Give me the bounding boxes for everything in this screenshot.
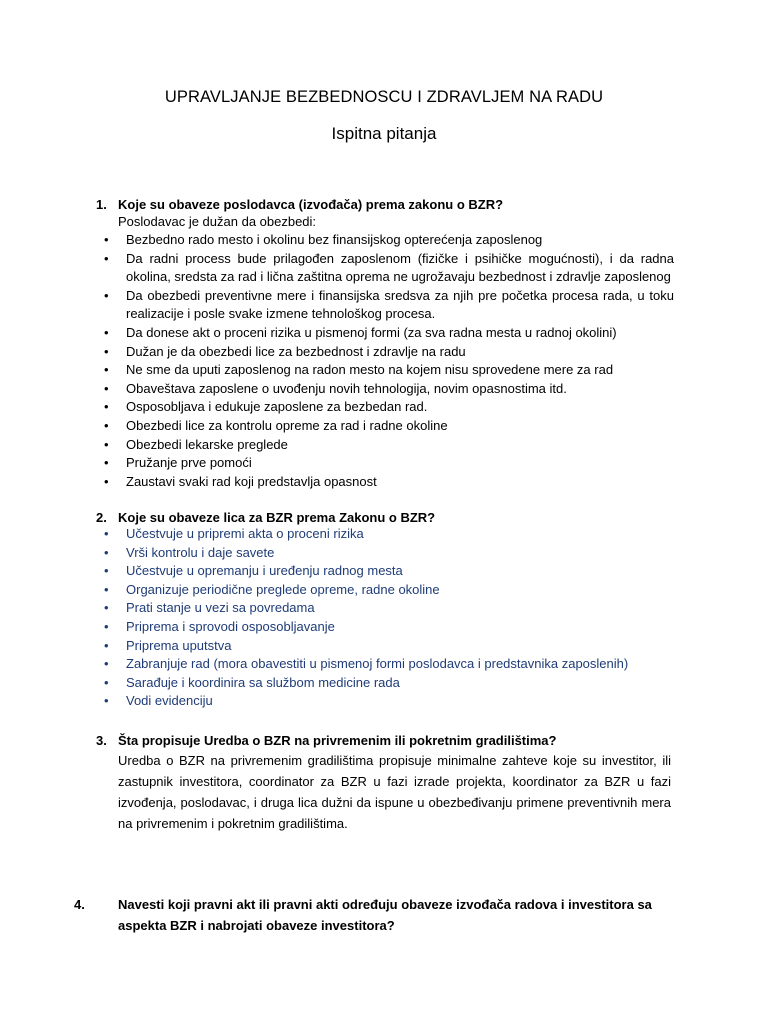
bullet-icon: • xyxy=(104,581,109,597)
question-text: Navesti koji pravni akt ili pravni akti određuju obaveze izvođača radova i investitora sa aspekta BZR i nabrojati obaveze investitora? xyxy=(118,897,652,933)
list-item xyxy=(104,417,674,436)
list-item-text: Vodi evidenciju xyxy=(126,693,213,709)
bullet-icon: • xyxy=(104,417,109,433)
bullet-icon: • xyxy=(104,362,109,378)
list-item-text: Obezbedi lekarske preglede xyxy=(126,436,288,452)
bullet-icon: • xyxy=(104,563,109,579)
list-item xyxy=(104,674,674,693)
bullet-icon: • xyxy=(104,674,109,690)
list-item-text: Pružanje prve pomoći xyxy=(126,455,252,471)
question-text: Koje su obaveze poslodavca (izvođača) prema zakonu o BZR? xyxy=(118,197,504,212)
bullet-icon: • xyxy=(104,526,109,541)
bullet-icon: • xyxy=(104,232,109,247)
document-title: UPRAVLJANJE BEZBEDNOSCU I ZDRAVLJEM NA RADU xyxy=(164,88,604,106)
bullet-icon: • xyxy=(104,637,109,653)
question-1 xyxy=(96,195,676,214)
list-item-text: Ne sme da uputi zaposlenog na radon mesto na kojem nisu sprovedene mere za rad xyxy=(126,362,614,378)
list-item xyxy=(104,655,674,674)
bullet-icon: • xyxy=(104,287,109,303)
list-item-text: Dužan je da obezbedi lice za bezbednost i zdravlje na radu xyxy=(126,343,466,359)
question-number: 4. xyxy=(74,897,85,912)
list-item xyxy=(104,287,674,324)
list-item-text: Da obezbedi preventivne mere i finansijska sredsva za njih pre početka procesa rada, u toku realizacije i posle svake izmene tehnološkog procesa. xyxy=(126,287,674,322)
question-3 xyxy=(96,731,676,750)
list-item xyxy=(104,250,674,287)
question-1-intro: Poslodavac je dužan da obezbedi: xyxy=(118,214,317,229)
question-3-answer: Uredba o BZR na privremenim gradilištima propisuje minimalne zahteve koje su investitor, ili zastupnik investitora, coordinator za BZR u fazi izrade projekta, koordinator za BZR u fazi izvođenja, poslodavac, i druga lica dužni da ispune u obezbeđivanju primene preventivnih mera na privremenim i pokretnim gradilištima. xyxy=(118,753,671,831)
question-1-list xyxy=(104,231,674,491)
list-item xyxy=(104,618,674,637)
list-item xyxy=(104,454,674,473)
bullet-icon: • xyxy=(104,436,109,452)
list-item-text: Priprema i sprovodi osposobljavanje xyxy=(126,618,335,634)
bullet-icon: • xyxy=(104,399,109,415)
list-item xyxy=(104,637,674,656)
list-item-text: Vrši kontrolu i daje savete xyxy=(126,544,275,560)
list-item xyxy=(104,599,674,618)
list-item-text: Sarađuje i koordinira sa službom medicine rada xyxy=(126,674,400,690)
list-item-text: Zaustavi svaki rad koji predstavlja opasnost xyxy=(126,473,377,489)
bullet-icon: • xyxy=(104,324,109,340)
list-item xyxy=(104,525,674,544)
question-text: Koje su obaveze lica za BZR prema Zakonu o BZR? xyxy=(118,510,436,525)
bullet-icon: • xyxy=(104,656,109,672)
list-item xyxy=(104,581,674,600)
list-item-text: Osposobljava i edukuje zaposlene za bezbedan rad. xyxy=(126,399,428,415)
list-item-text: Da donese akt o proceni rizika u pismenoj formi (za sva radna mesta u radnoj okolini) xyxy=(126,324,617,340)
list-item xyxy=(104,361,674,380)
bullet-icon: • xyxy=(104,455,109,471)
list-item xyxy=(104,544,674,563)
list-item xyxy=(104,473,674,492)
list-item xyxy=(104,562,674,581)
list-item-text: Da radni process bude prilagođen zaposlenom (fizičke i psihičke mogućnosti), i da radna okolina, sredsta za rad i lična zaštitna oprema ne ugrožavaju bezbednost i zdravlje zaposlenog xyxy=(126,250,674,285)
list-item-text: Prati stanje u vezi sa povredama xyxy=(126,600,315,616)
question-number: 1. xyxy=(96,197,107,212)
list-item xyxy=(104,343,674,362)
bullet-icon: • xyxy=(104,618,109,634)
list-item xyxy=(104,692,674,711)
bullet-icon: • xyxy=(104,343,109,359)
list-item-text: Organizuje periodične preglede opreme, radne okoline xyxy=(126,581,440,597)
list-item-text: Priprema uputstva xyxy=(126,637,232,653)
list-item-text: Bezbedno rado mesto i okolinu bez finansijskog opterećenja zaposlenog xyxy=(126,232,543,247)
question-number: 3. xyxy=(96,733,107,748)
list-item-text: Učestvuje u opremanju i uređenju radnog mesta xyxy=(126,563,403,579)
list-item-text: Obezbedi lice za kontrolu opreme za rad i radne okoline xyxy=(126,417,448,433)
list-item-text: Obaveštava zaposlene o uvođenju novih tehnologija, novim opasnostima itd. xyxy=(126,380,567,396)
bullet-icon: • xyxy=(104,544,109,560)
document-subtitle: Ispitna pitanja xyxy=(331,124,437,143)
question-text: Šta propisuje Uredba o BZR na privremenim ili pokretnim gradilištima? xyxy=(118,733,557,748)
list-item xyxy=(104,398,674,417)
list-item-text: Zabranjuje rad (mora obavestiti u pismenoj formi poslodavca i predstavnika zaposlenih) xyxy=(126,656,629,672)
question-4 xyxy=(74,894,698,936)
bullet-icon: • xyxy=(104,380,109,396)
list-item xyxy=(104,436,674,455)
list-item xyxy=(104,231,674,250)
list-item xyxy=(104,324,674,343)
bullet-icon: • xyxy=(104,693,109,709)
list-item xyxy=(104,380,674,399)
bullet-icon: • xyxy=(104,250,109,266)
list-item-text: Učestvuje u pripremi akta o proceni rizika xyxy=(126,526,364,541)
bullet-icon: • xyxy=(104,473,109,489)
question-2-list xyxy=(104,525,674,711)
bullet-icon: • xyxy=(104,600,109,616)
question-number: 2. xyxy=(96,510,107,525)
